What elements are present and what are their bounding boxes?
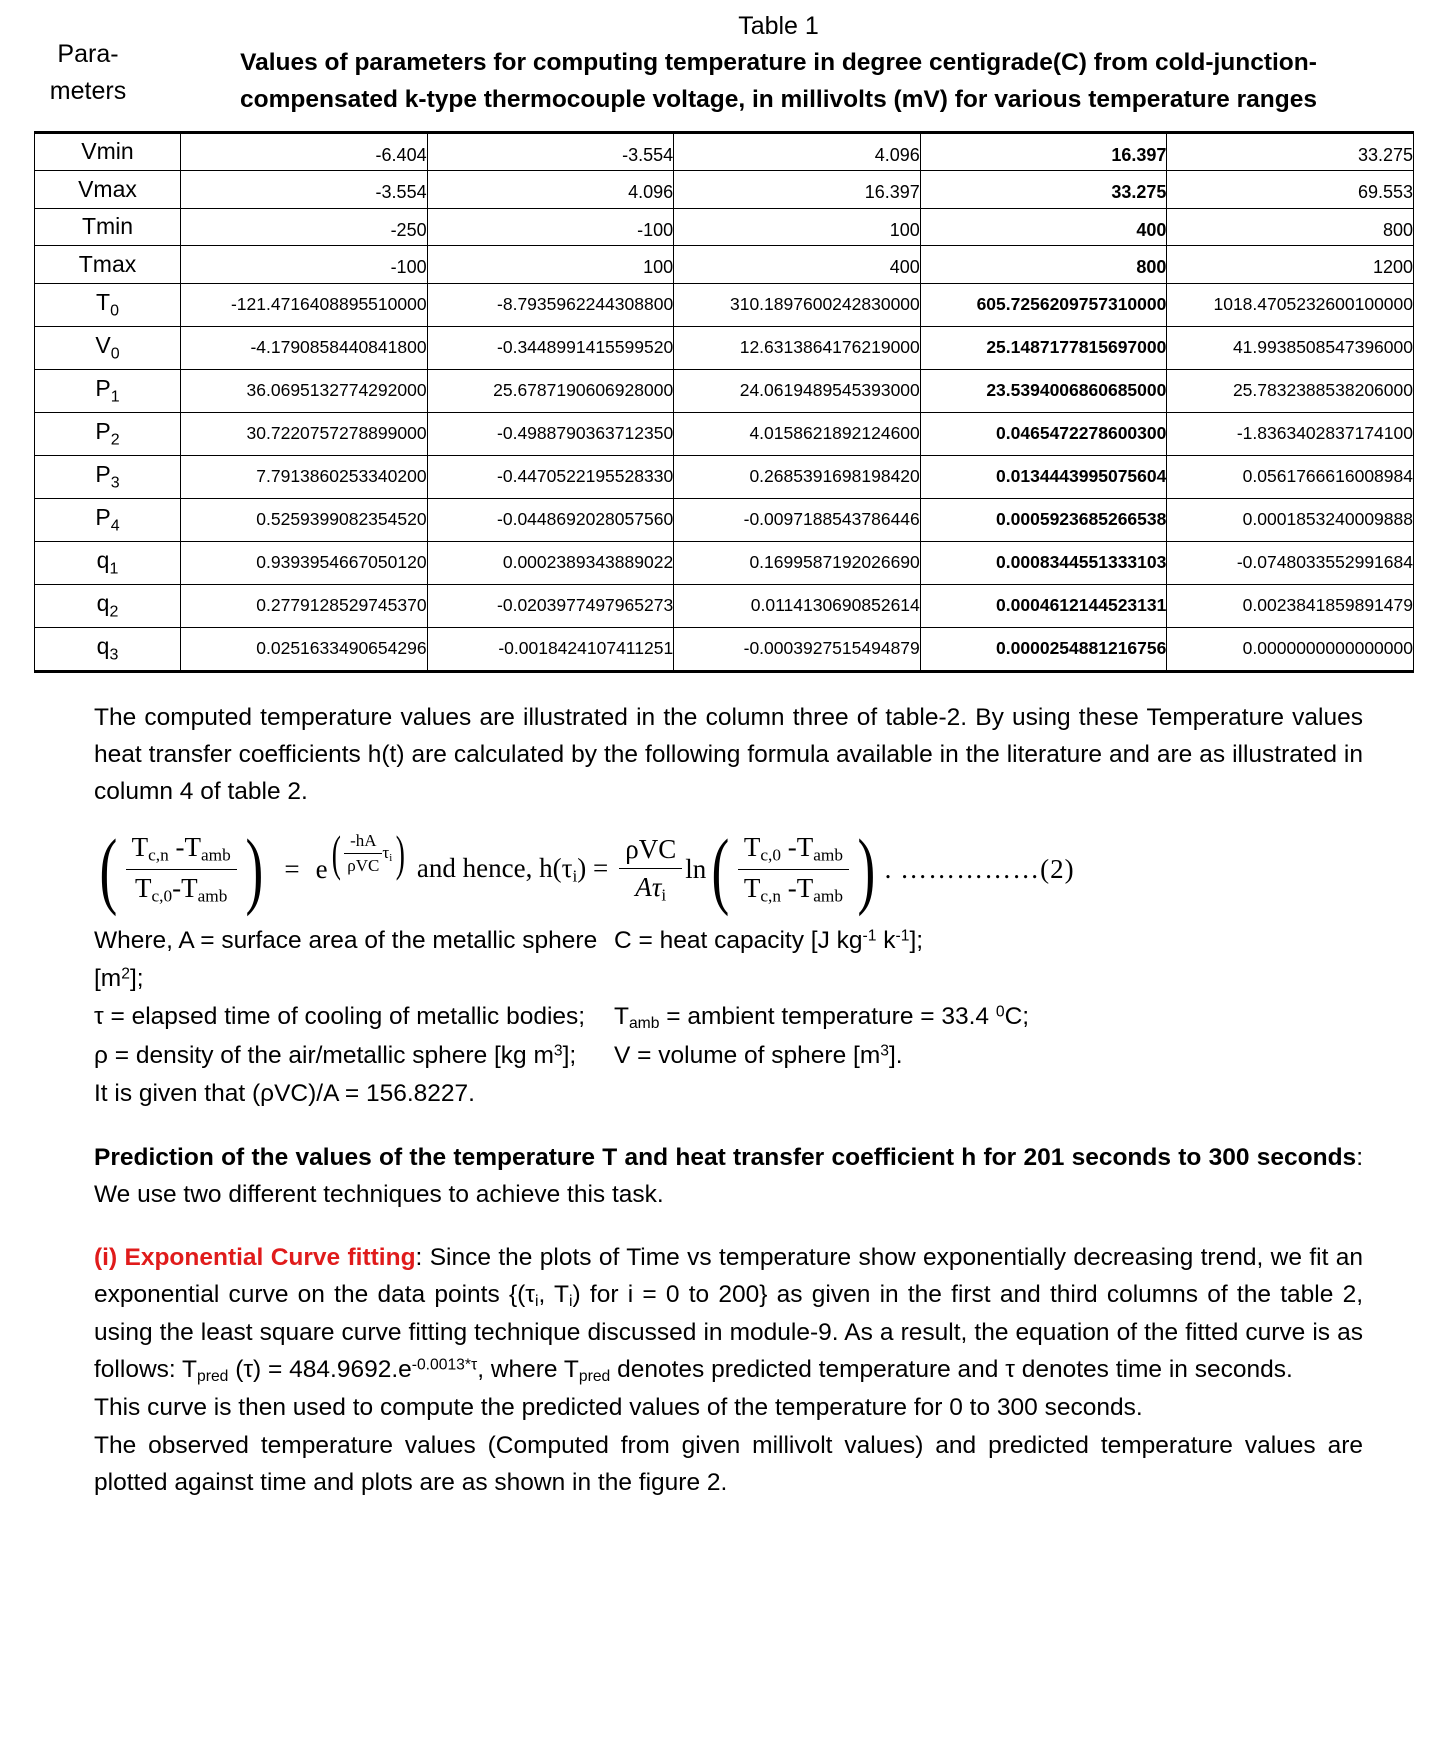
exp-sub-pred-1: pred (197, 1368, 229, 1386)
table-cell: 0.0000254881216756 (920, 627, 1167, 671)
exp-text-6: denotes predicted temperature and τ denotes time in seconds. (610, 1356, 1293, 1384)
exp-text-1: : Since the plots of Time vs temperature show exponentially decreasing trend, we fit an exponential curve on the data points {(τ (94, 1244, 1363, 1309)
parameters-label-line1: Para- (57, 40, 119, 68)
table-cell: 0.5259399082354520 (181, 498, 428, 541)
table-cell: 400 (674, 246, 921, 284)
table-cell: 12.6313864176219000 (674, 326, 921, 369)
row-header-label: P (95, 460, 111, 487)
exp-close-paren: ) (395, 825, 406, 882)
exp-numerator: -hA (344, 831, 382, 854)
rhs-fraction (619, 834, 682, 905)
where-line-1 (94, 922, 1415, 998)
table-cell: -4.1790858440841800 (181, 326, 428, 369)
row-header-cell (35, 208, 181, 246)
table-row (35, 132, 1414, 171)
exp-denominator: ρVC (347, 855, 380, 875)
exp-text-3: ) for i = 0 to 200} as given in the first and third columns of the table 2, using the least square curve fitting technique discussed in module-9. As a result, the equation of the fitted curve is as follows: T (94, 1281, 1364, 1384)
table-cell: 605.7256209757310000 (920, 283, 1167, 326)
lhs-denominator: $T_{c,0}-T_{amb}$ (135, 872, 228, 906)
prediction-rest: : We use two different techniques to achieve this task. (94, 1143, 1363, 1208)
close-paren-left: ) (245, 821, 263, 918)
parameters-label-line2: meters (49, 77, 127, 105)
table-cell: -0.0018424107411251 (427, 627, 674, 671)
table-cell: 25.7832388538206000 (1167, 369, 1414, 412)
row-header-label: Tmax (78, 250, 137, 277)
table-cell: 24.0619489545393000 (674, 369, 921, 412)
where-heat-capacity-definition: C = heat capacity [J $kg^{-1}$ $k^{-1}$]; (614, 927, 924, 955)
table-cell: 41.9938508547396000 (1167, 326, 1414, 369)
row-header-label: Vmin (81, 138, 134, 165)
equation-connector: and hence, $h(\tau_i)$ = (416, 852, 609, 886)
table-cell: 800 (1167, 208, 1414, 246)
row-header-subscript: 0 (110, 302, 119, 320)
row-header-label: q (96, 546, 110, 573)
row-header-subscript: 1 (109, 560, 119, 578)
lhs-numerator: $T_{c,n}$ $-T_{amb}$ (126, 832, 237, 869)
table-cell: 0.0114130690852614 (674, 584, 921, 627)
table-cell: 0.0023841859891479 (1167, 584, 1414, 627)
rhs-numerator: ρVC (619, 834, 682, 869)
paragraph-curve-usage: This curve is then used to compute the predicted values of the temperature for 0 to 300 seconds. (94, 1394, 1143, 1422)
table-cell: 0.0002389343889022 (427, 541, 674, 584)
row-header-cell (35, 584, 181, 627)
rhs-inner-numerator: $T_{c,0}$ $-T_{amb}$ (738, 832, 849, 869)
table-row (35, 171, 1414, 209)
table-cell: 4.096 (674, 132, 921, 171)
row-header-label: V (95, 331, 111, 358)
exponent-group (328, 825, 409, 882)
row-header-label: Vmax (78, 175, 137, 202)
exp-superscript-exponent: -0.0013*τ (411, 1356, 478, 1374)
rhs-inner-denominator: $T_{c,n}$ $-T_{amb}$ (743, 872, 843, 906)
table-cell: 4.0158621892124600 (674, 412, 921, 455)
table-cell: 69.553 (1167, 171, 1414, 209)
table-cell: -8.7935962244308800 (427, 283, 674, 326)
table-row (35, 208, 1414, 246)
table-cell: 0.0134443995075604 (920, 455, 1167, 498)
table-cell: 100 (674, 208, 921, 246)
parameters-column-label (20, 8, 156, 110)
equals-sign-1: = (284, 853, 300, 884)
equation-2 (94, 821, 1415, 918)
row-header-cell (35, 498, 181, 541)
table-cell: 0.2685391698198420 (674, 455, 921, 498)
table-cell: 16.397 (920, 132, 1167, 171)
table-cell: -0.4988790363712350 (427, 412, 674, 455)
lhs-fraction (126, 832, 237, 906)
table-cell: 0.0001853240009888 (1167, 498, 1414, 541)
where-rho-definition: ρ = density of the air/metallic sphere [kg $m^3$]; (94, 1041, 577, 1069)
exp-text-2: , T (538, 1281, 570, 1309)
row-header-cell (35, 541, 181, 584)
table-cell: -0.4470522195528330 (427, 455, 674, 498)
exp-fraction (344, 831, 382, 876)
where-area-definition: Where, A = surface area of the metallic sphere $[m^2]$; (94, 927, 598, 993)
exp-text-4: (τ) = 484.9692.e (228, 1356, 412, 1384)
where-line-3 (94, 1037, 1415, 1075)
open-paren-left: ( (99, 821, 118, 918)
table-cell: 33.275 (1167, 132, 1414, 171)
table-row (35, 627, 1414, 671)
table-cell: 310.1897600242830000 (674, 283, 921, 326)
table-cell: -0.0003927515494879 (674, 627, 921, 671)
table-cell: 30.7220757278899000 (181, 412, 428, 455)
row-header-cell (35, 455, 181, 498)
exp-sub-pred-2: pred (578, 1368, 611, 1386)
table-cell: 23.5394006860685000 (920, 369, 1167, 412)
table-row (35, 246, 1414, 284)
table-cell: 0.0004612144523131 (920, 584, 1167, 627)
exp-open-paren: ( (331, 825, 341, 882)
table-row (35, 283, 1414, 326)
table-cell: -0.0097188543786446 (674, 498, 921, 541)
table-cell: -0.0203977497965273 (427, 584, 674, 627)
exp-tau: $\tau_i$ (382, 842, 393, 864)
where-volume-definition: V = volume of sphere $[m^3]$. (614, 1041, 903, 1069)
row-header-label: P (95, 503, 111, 530)
table-cell: 25.6787190606928000 (427, 369, 674, 412)
table-caption-block (20, 8, 1415, 119)
equation-number-2: . ……………(2) (884, 853, 1075, 884)
table-cell: -100 (181, 246, 428, 284)
where-definitions (94, 922, 1415, 1112)
exponential-base: e (315, 853, 328, 884)
table-cell: -0.3448991415599520 (427, 326, 674, 369)
row-header-cell (35, 627, 181, 671)
table-cell: 0.2779128529745370 (181, 584, 428, 627)
table-cell: 4.096 (427, 171, 674, 209)
table-cell: 800 (920, 246, 1167, 284)
where-tau-definition: τ = elapsed time of cooling of metallic bodies; (94, 1003, 586, 1031)
table-row (35, 584, 1414, 627)
rhs-inner-fraction (738, 832, 849, 906)
row-header-label: q (96, 632, 110, 659)
table-cell: -6.404 (181, 132, 428, 171)
table-cell: -100 (427, 208, 674, 246)
row-header-subscript: 2 (110, 431, 120, 449)
row-header-cell (35, 246, 181, 284)
row-header-subscript: 4 (110, 517, 120, 535)
paragraph-prediction (94, 1139, 1363, 1213)
table-cell: 0.0005923685266538 (920, 498, 1167, 541)
table-row (35, 369, 1414, 412)
table-cell: 0.1699587192026690 (674, 541, 921, 584)
row-header-subscript: 2 (109, 603, 119, 621)
table-cell: -250 (181, 208, 428, 246)
table-row (35, 455, 1414, 498)
rhs-denominator: $A\tau_i$ (635, 871, 667, 905)
where-given-constant: It is given that (ρVC)/A = 156.8227. (94, 1079, 475, 1107)
table-caption-text: Values of parameters for computing temperature in degree centigrade(C) from cold-junction-compensated k-type thermocouple voltage, in millivolts (mV) for various temperature ranges (240, 49, 1317, 114)
exp-text-5: , where T (477, 1356, 579, 1384)
table-cell: 0.9393954667050120 (181, 541, 428, 584)
paragraph-observed-values: The observed temperature values (Computed from given millivolt values) and predicted temperature values are plotted against time and plots are as shown in the figure 2. (94, 1431, 1363, 1496)
caption-right (156, 8, 1415, 119)
row-header-cell (35, 369, 181, 412)
row-header-label: q (96, 589, 110, 616)
row-header-subscript: 1 (110, 388, 120, 406)
where-line-2 (94, 998, 1415, 1036)
table-row (35, 498, 1414, 541)
body-content (94, 699, 1363, 811)
table-cell: 36.0695132774292000 (181, 369, 428, 412)
ln-operator: ln (685, 853, 707, 884)
parameters-table (34, 131, 1414, 673)
prediction-section (94, 1139, 1363, 1501)
table-cell: 7.7913860253340200 (181, 455, 428, 498)
table-row (35, 326, 1414, 369)
exponential-curve-fitting-label: (i) Exponential Curve fitting (94, 1244, 416, 1272)
exp-sub-tau-i: i (534, 1293, 539, 1311)
exp-sub-t-i: i (569, 1293, 573, 1311)
table-cell: -3.554 (427, 132, 674, 171)
row-header-label: P (95, 374, 111, 401)
table-cell: -3.554 (181, 171, 428, 209)
table-cell: 1018.4705232600100000 (1167, 283, 1414, 326)
row-header-label: T (96, 288, 111, 315)
where-line-4 (94, 1075, 1415, 1113)
row-header-subscript: 3 (109, 646, 119, 664)
table-cell: 16.397 (674, 171, 921, 209)
row-header-cell (35, 412, 181, 455)
prediction-bold-heading: Prediction of the values of the temperature T and heat transfer coefficient h for 201 seconds to 300 seconds (94, 1143, 1357, 1171)
table-cell: 25.1487177815697000 (920, 326, 1167, 369)
row-header-cell (35, 283, 181, 326)
table-number: Table 1 (738, 12, 819, 40)
paragraph-computed-temperature: The computed temperature values are illustrated in the column three of table-2. By using these Temperature values heat transfer coefficients h(t) are calculated by the following formula available in the literature and are as illustrated in column 4 of table 2. (94, 703, 1363, 806)
table-cell: 100 (427, 246, 674, 284)
row-header-cell (35, 132, 181, 171)
table-cell: 0.0561766616008984 (1167, 455, 1414, 498)
row-header-label: Tmin (81, 213, 134, 240)
table-cell: 1200 (1167, 246, 1414, 284)
table-cell: 0.0251633490654296 (181, 627, 428, 671)
table-row (35, 541, 1414, 584)
table-cell: 0.0008344551333103 (920, 541, 1167, 584)
row-header-cell (35, 171, 181, 209)
paragraph-exponential-fitting (94, 1239, 1363, 1389)
table-cell: 0.0000000000000000 (1167, 627, 1414, 671)
row-header-subscript: 0 (110, 345, 120, 363)
table-row (35, 412, 1414, 455)
table-cell: -0.0748033552991684 (1167, 541, 1414, 584)
table-cell: 400 (920, 208, 1167, 246)
row-header-label: P (95, 417, 111, 444)
row-header-cell (35, 326, 181, 369)
table-cell: -121.4716408895510000 (181, 283, 428, 326)
table-cell: -0.0448692028057560 (427, 498, 674, 541)
close-paren-right: ) (857, 821, 876, 918)
open-paren-right: ( (711, 821, 730, 918)
where-tamb-definition: $T_{amb}$ = ambient temperature = 33.4 $^0$C; (614, 1003, 1030, 1033)
row-header-subscript: 3 (110, 474, 120, 492)
table-cell: 33.275 (920, 171, 1167, 209)
table-cell: -1.8363402837174100 (1167, 412, 1414, 455)
table-cell: 0.0465472278600300 (920, 412, 1167, 455)
